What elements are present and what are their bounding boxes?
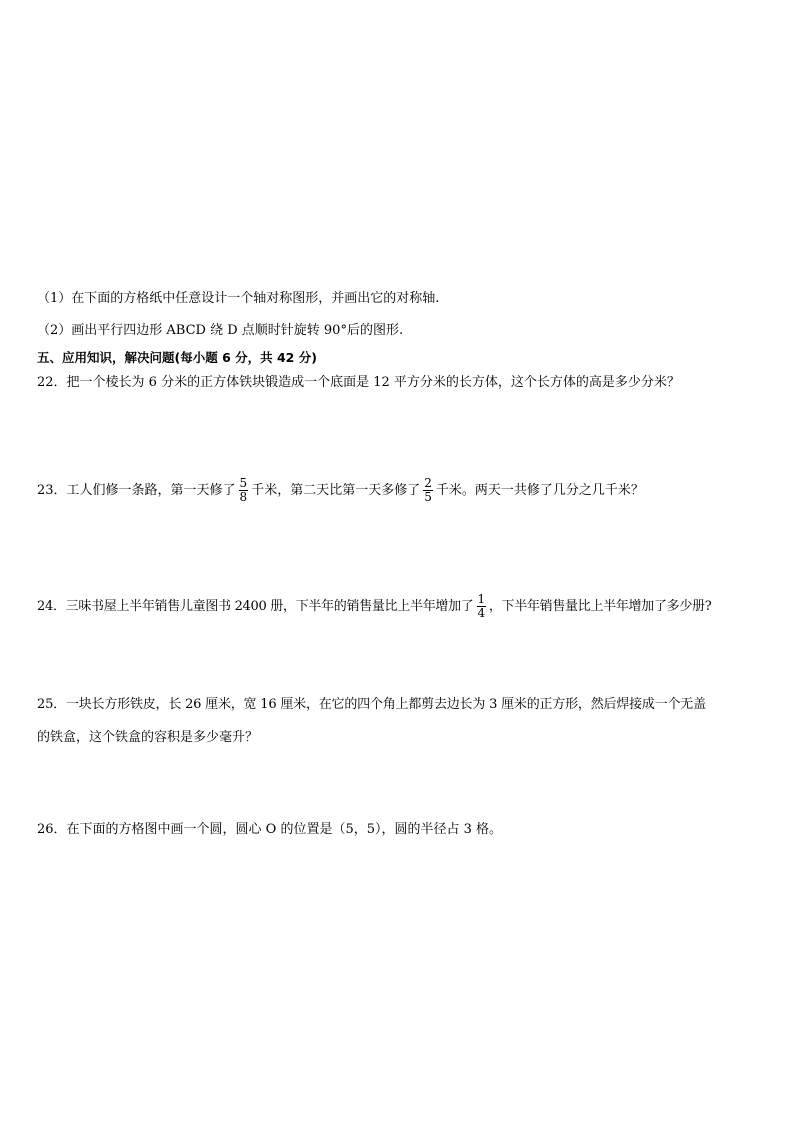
fraction-numerator: 5	[239, 476, 248, 490]
fraction-numerator: 1	[477, 592, 485, 606]
q23-text-before: 23．工人们修一条路，第一天修了	[37, 483, 236, 498]
q24-text-before: 24．三味书屋上半年销售儿童图书 2400 册，下半年的销售量比上半年增加了	[37, 599, 474, 614]
sub-question-1: （1）在下面的方格纸中任意设计一个轴对称图形，并画出它的对称轴.	[37, 291, 440, 306]
fraction-numerator: 2	[424, 476, 432, 490]
fraction-1-4	[477, 593, 486, 620]
sub-question-2: （2）画出平行四边形 ABCD 绕 D 点顺时针旋转 90°后的图形.	[37, 323, 404, 338]
fraction-denominator: 8	[239, 490, 248, 504]
fraction-2-5	[423, 477, 433, 504]
question-24	[37, 592, 711, 622]
fraction-denominator: 4	[477, 606, 485, 620]
q23-text-middle: 千米，第二天比第一天多修了	[251, 483, 421, 498]
question-22: 22．把一个棱长为 6 分米的正方体铁块锻造成一个底面是 12 平方分米的长方体，这个长方体的高是多少分米？	[37, 375, 680, 390]
question-25-line-2: 的铁盒，这个铁盒的容积是多少毫升？	[37, 730, 259, 745]
fraction-denominator: 5	[424, 490, 432, 504]
q23-text-after: 千米。两天一共修了几分之几千米？	[435, 483, 644, 498]
question-23	[37, 476, 644, 506]
question-26: 26．在下面的方格图中画一个圆，圆心 O 的位置是（5，5），圆的半径占 3 格。	[37, 822, 503, 837]
q24-text-after: ，下半年销售量比上半年增加了多少册?	[488, 599, 712, 614]
section-heading: 五、应用知识，解决问题(每小题 6 分，共 42 分)	[37, 350, 317, 365]
fraction-5-8	[239, 477, 249, 504]
question-25-line-1: 25．一块长方形铁皮，长 26 厘米，宽 16 厘米，在它的四个角上都剪去边长为 3 厘米的正方形，然后焊接成一个无盖	[37, 697, 706, 712]
